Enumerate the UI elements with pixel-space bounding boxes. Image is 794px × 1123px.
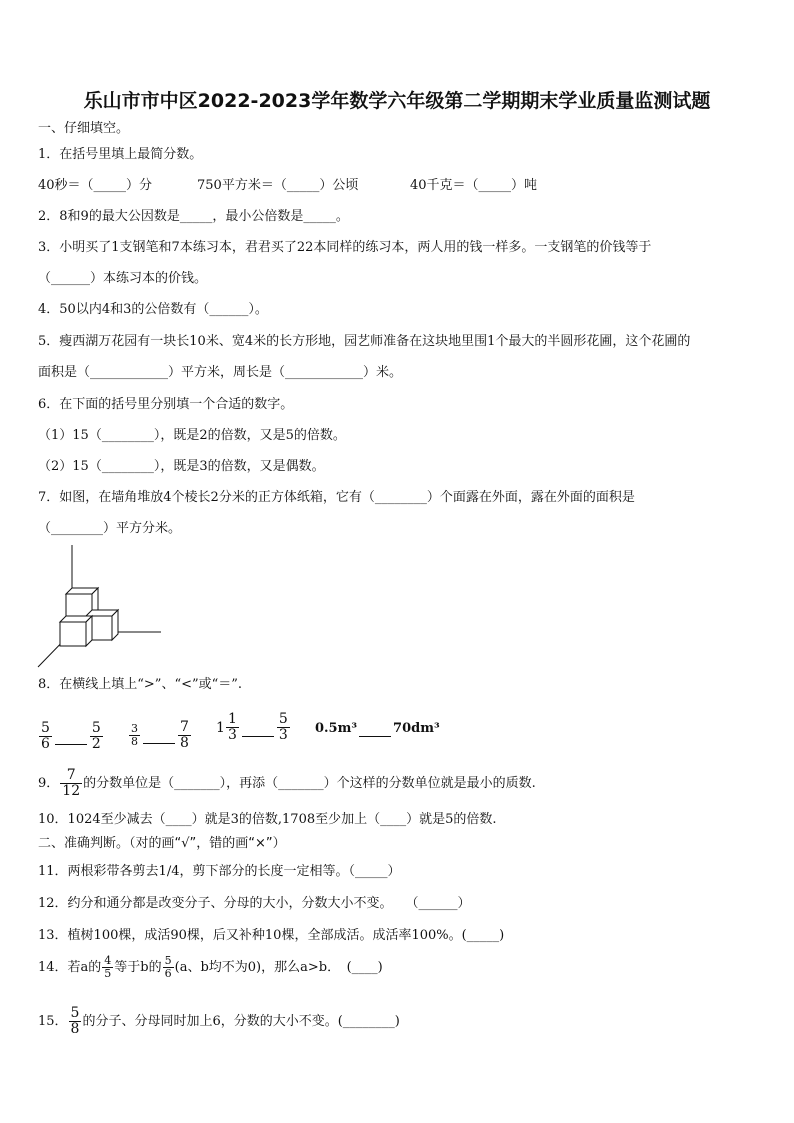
volume-right: 70dm³ bbox=[393, 720, 440, 736]
cube-stack-figure bbox=[36, 543, 166, 669]
question-1-a: 40秒＝（_____）分 bbox=[38, 178, 153, 193]
question-2: 2．8和9的最大公因数是_____，最小公倍数是_____。 bbox=[38, 209, 349, 224]
fraction: $\frac{7}{8}$ bbox=[179, 718, 189, 751]
question-7-line-2: （________）平方分米。 bbox=[38, 521, 182, 536]
question-3-line-2: （______）本练习本的价钱。 bbox=[38, 271, 208, 286]
fraction: $\frac{1}{3}$ bbox=[227, 711, 237, 743]
fraction: $\frac{5}{3}$ bbox=[278, 711, 288, 743]
question-8-stem: 8．在横线上填上“>”、“<”或“＝”. bbox=[38, 677, 243, 692]
question-10: 10．1024至少减去（____）就是3的倍数,1708至少加上（____）就是5的倍数. bbox=[38, 812, 497, 827]
fraction: $\frac{5}{6}$ bbox=[164, 954, 172, 980]
fraction: $\frac{7}{12}$ bbox=[62, 767, 81, 799]
mixed-whole: 1 bbox=[216, 719, 225, 736]
fraction: $\frac{5}{6}$ bbox=[41, 719, 50, 752]
comparison-2 bbox=[128, 720, 192, 751]
question-5-line-1: 5．瘦西湖万花园有一块长10米、宽4米的长方形地，园艺师准备在这块地里围1个最大的半圆形花圃，这个花圃的 bbox=[38, 334, 691, 349]
question-4: 4．50以内4和3的公倍数有（______）。 bbox=[38, 302, 268, 317]
question-12: 12．约分和通分都是改变分子、分母的大小，分数大小不变。 （______） bbox=[38, 896, 471, 911]
question-1-b: 750平方米＝（_____）公顷 bbox=[197, 178, 359, 193]
answer-blank bbox=[242, 735, 274, 737]
question-8-comparisons bbox=[38, 712, 460, 752]
section-heading-2: 二、准确判断。（对的画“√”，错的画“×”） bbox=[38, 836, 286, 851]
question-6-stem: 6．在下面的括号里分别填一个合适的数字。 bbox=[38, 397, 294, 412]
answer-blank bbox=[143, 742, 175, 744]
answer-blank bbox=[359, 735, 391, 737]
fraction: $\frac{5}{8}$ bbox=[70, 1005, 80, 1037]
volume-left: 0.5m³ bbox=[314, 720, 358, 736]
question-15: 15． $\frac{5}{8}$ 的分子、分母同时加上6，分数的大小不变。(________) bbox=[38, 1005, 400, 1037]
answer-blank bbox=[55, 743, 87, 745]
question-1-c: 40千克＝（_____）吨 bbox=[410, 178, 538, 193]
section-heading-1: 一、仔细填空。 bbox=[38, 121, 130, 136]
question-6-part-2: （2）15（________），既是3的倍数，又是偶数。 bbox=[38, 459, 325, 474]
question-6-part-1: （1）15（________），既是2的倍数，又是5的倍数。 bbox=[38, 428, 346, 443]
question-9: 9． $\frac{7}{12}$ 的分数单位是（_______），再添（_______）个这样的分数单位就是最小的质数. bbox=[38, 767, 536, 799]
question-14: 14．若a的 $\frac{4}{5}$ 等于b的 $\frac{5}{6}$ (a、b均不为0)，那么a>b． (____) bbox=[38, 954, 383, 980]
fraction: $\frac{5}{2}$ bbox=[91, 719, 101, 752]
question-5-line-2: 面积是（____________）平方米，周长是（____________）米。 bbox=[38, 365, 403, 380]
question-13: 13．植树100棵，成活90棵，后又补种10棵，全部成活。成活率100%。(_____) bbox=[38, 928, 505, 943]
question-7-line-1: 7．如图，在墙角堆放4个棱长2分米的正方体纸箱，它有（________）个面露在外面，露在外面的面积是 bbox=[38, 490, 635, 505]
question-11: 11．两根彩带各剪去1/4，剪下部分的长度一定相等。（_____） bbox=[38, 864, 401, 879]
fraction: $\frac{3}{8}$ bbox=[130, 721, 138, 748]
page-title: 乐山市市中区2022-2023学年数学六年级第二学期期末学业质量监测试题 bbox=[83, 90, 711, 112]
comparison-3 bbox=[216, 712, 291, 743]
comparison-1 bbox=[38, 721, 104, 752]
comparison-4 bbox=[315, 721, 440, 736]
question-1-stem: 1．在括号里填上最简分数。 bbox=[38, 147, 203, 162]
fraction: $\frac{4}{5}$ bbox=[104, 954, 112, 980]
question-3-line-1: 3．小明买了1支钢笔和7本练习本，君君买了22本同样的练习本，两人用的钱一样多。一支钢笔的价钱等于 bbox=[38, 240, 652, 255]
